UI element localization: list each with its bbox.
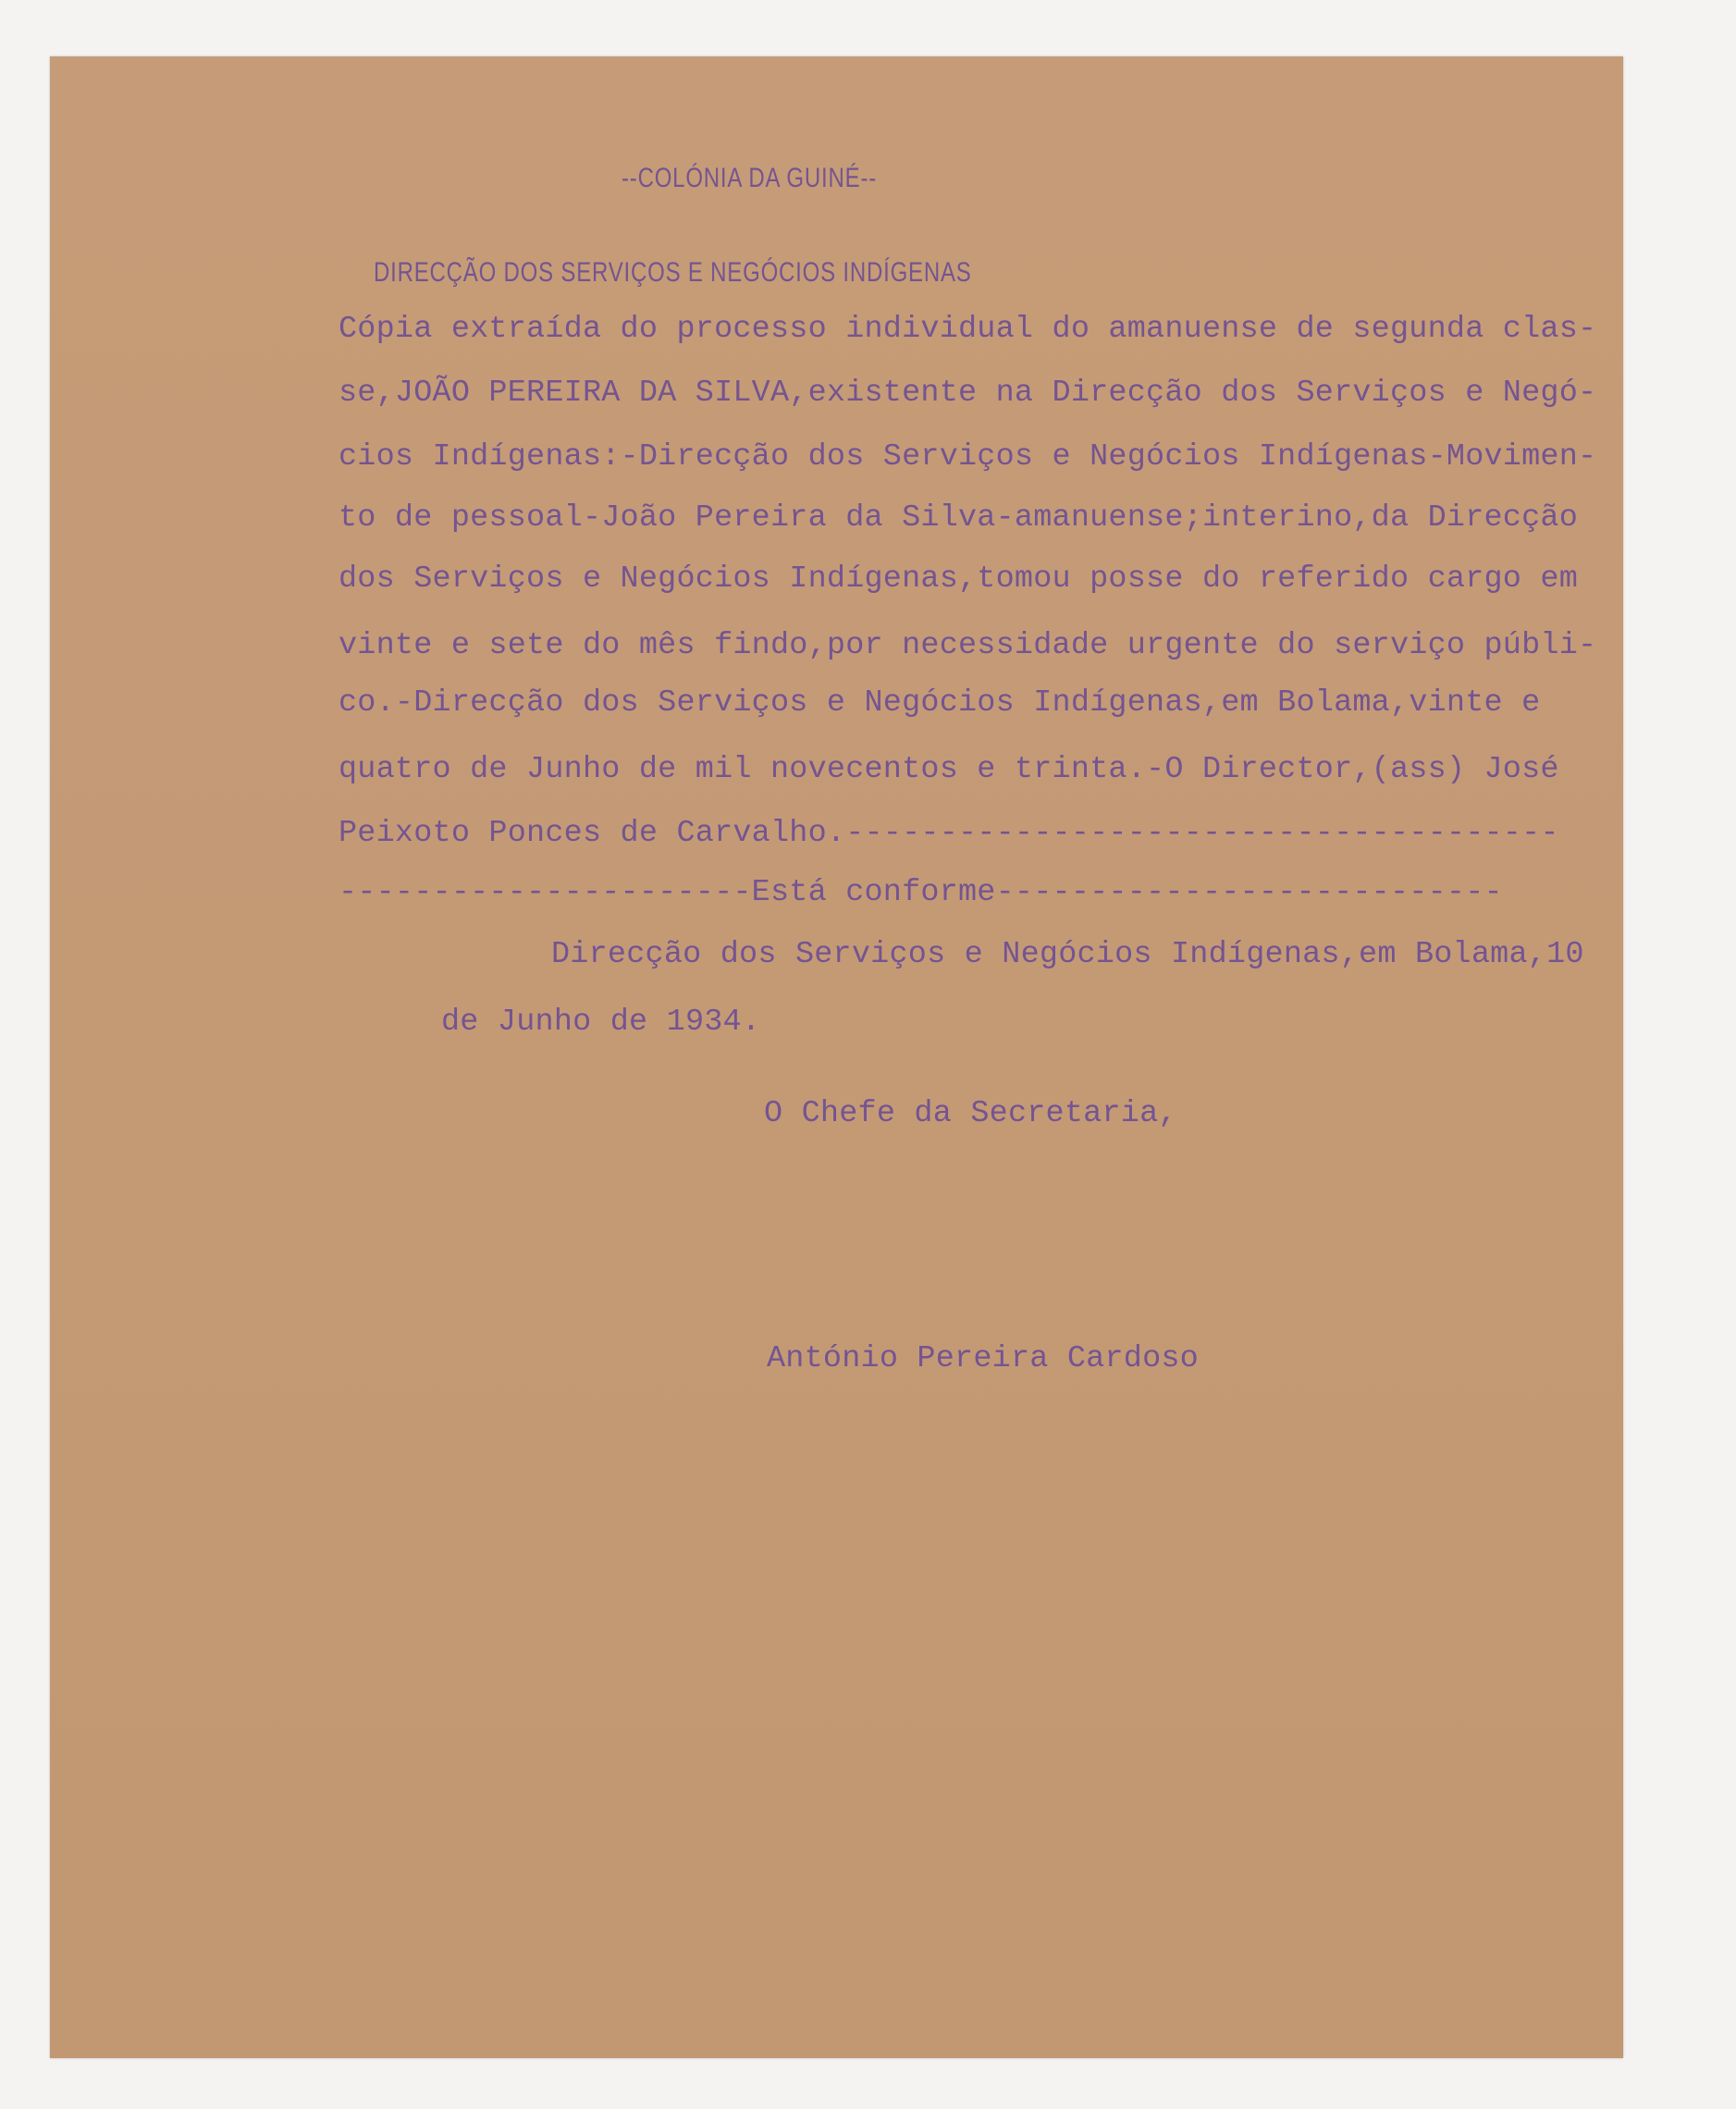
- department-heading: DIRECÇÃO DOS SERVIÇOS E NEGÓCIOS INDÍGENAS: [374, 257, 972, 288]
- body-line: co.-Direcção dos Serviços e Negócios Indígenas,em Bolama,vinte e: [339, 685, 1541, 721]
- body-line: to de pessoal-João Pereira da Silva-amanuense;interino,da Direcção: [339, 500, 1579, 536]
- conformity-line: ----------------------Está conforme---------------------------: [339, 875, 1503, 910]
- body-line: dos Serviços e Negócios Indígenas,tomou posse do referido cargo em: [339, 561, 1579, 597]
- body-line: vinte e sete do mês findo,por necessidade urgente do serviço públi-: [339, 628, 1597, 663]
- closing-date-continued: de Junho de 1934.: [441, 1005, 761, 1040]
- colony-header: --COLÓNIA DA GUINÉ--: [622, 163, 878, 193]
- body-line: se,JOÃO PEREIRA DA SILVA,existente na Direcção dos Serviços e Negó-: [339, 376, 1597, 411]
- body-line: Cópia extraída do processo individual do amanuense de segunda clas-: [339, 312, 1597, 347]
- closing-place-date: Direcção dos Serviços e Negócios Indígenas,em Bolama,10: [551, 937, 1584, 972]
- signatory-title: O Chefe da Secretaria,: [764, 1096, 1177, 1131]
- body-line: cios Indígenas:-Direcção dos Serviços e Negócios Indígenas-Movimen-: [339, 439, 1597, 475]
- body-line: quatro de Junho de mil novecentos e trinta.-O Director,(ass) José: [339, 752, 1559, 787]
- document-page: [50, 56, 1623, 2058]
- body-line: Peixoto Ponces de Carvalho.--------------------------------------: [339, 816, 1559, 851]
- signatory-name: António Pereira Cardoso: [767, 1341, 1199, 1376]
